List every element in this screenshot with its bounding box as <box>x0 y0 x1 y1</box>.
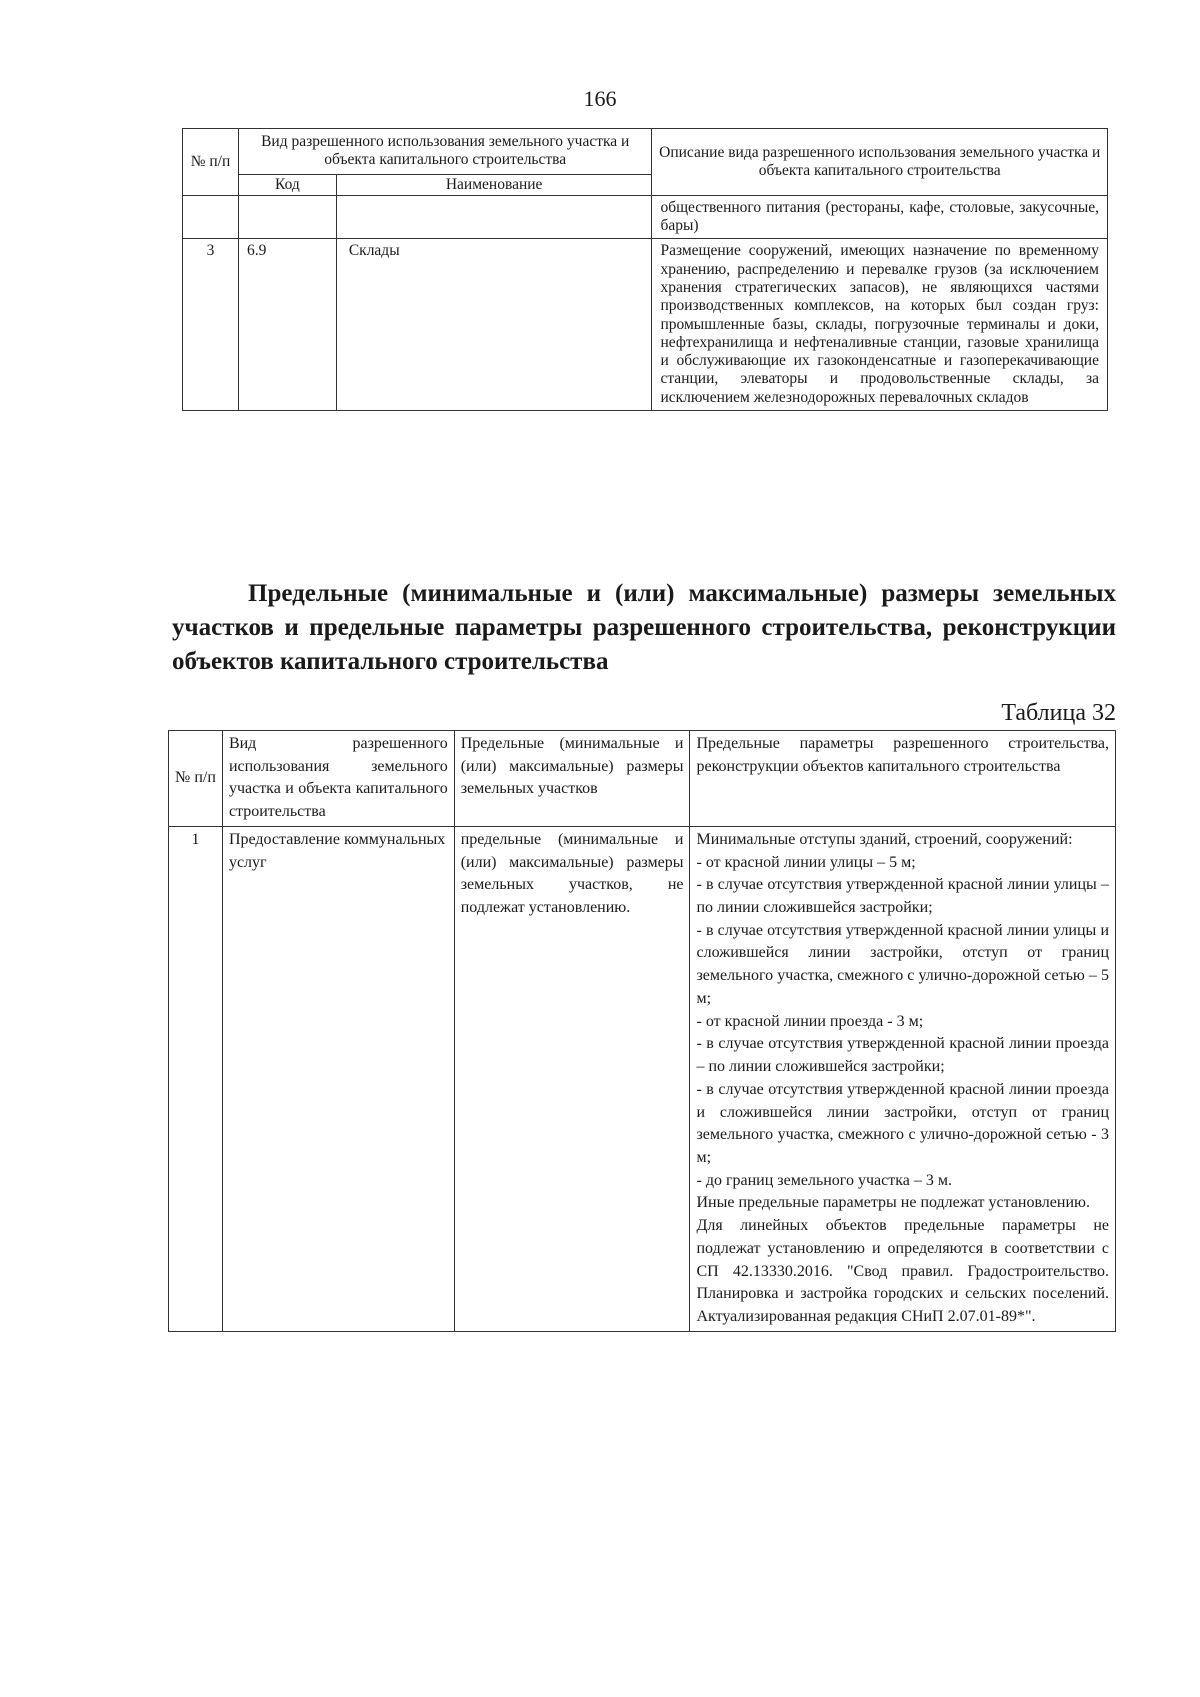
header-construction-params: Предельные параметры разрешенного строительства, реконструкции объектов капитального строительства <box>690 731 1116 827</box>
page-number: 166 <box>583 86 617 111</box>
param-line: - от красной линии улицы – 5 м; <box>696 853 916 871</box>
section-heading: Предельные (минимальные и (или) максимальные) размеры земельных участков и предельные параметры разрешенного строительства, реконструкции объектов капитального строительства <box>172 580 1116 675</box>
table-label: Таблица 32 <box>1001 700 1116 726</box>
cell-num: 1 <box>169 826 223 1331</box>
table-header-row <box>169 731 1116 827</box>
cell-name <box>336 195 652 239</box>
header-use-type: Вид разрешенного использования земельного участка и объекта капитального строительства <box>238 129 652 175</box>
header-plot-sizes: Предельные (минимальные и (или) максимальные) размеры земельных участков <box>454 731 690 827</box>
param-line: - в случае отсутствия утвержденной красной линии улицы и сложившейся линии застройки, отступ от границ земельного участка, смежного с улично-дорожной сетью – 5 м; <box>696 921 1109 1007</box>
cell-code <box>238 195 336 239</box>
cell-description: Размещение сооружений, имеющих назначение по временному хранению, распределению и перевалке грузов (за исключением хранения стратегических запасов), не являющихся частями производственных комплексов, на которых был создан груз: промышленные базы, склады, погрузочные терминалы и доки, нефтехранилища и нефтеналивные станции, газовые хранилища и обслуживающие их газоконденсатные и газоперекачивающие станции, элеваторы и продовольственные склады, за исключением железнодорожных перевалочных складов <box>652 239 1108 411</box>
header-num: № п/п <box>183 129 239 196</box>
table-row <box>183 195 1108 239</box>
cell-num <box>183 195 239 239</box>
cell-plot-sizes: предельные (минимальные и (или) максимальные) размеры земельных участков, не подлежат установлению. <box>454 826 690 1331</box>
cell-name: Склады <box>336 239 652 411</box>
limit-parameters-table <box>168 730 1116 1332</box>
param-line: Минимальные отступы зданий, строений, сооружений: <box>696 830 1073 848</box>
param-line: Для линейных объектов предельные параметры не подлежат установлению и определяются в соответствии с СП 42.13330.2016. "Свод правил. Градостроительство. Планировка и застройка городских и сельских поселений. Актуализированная редакция СНиП 2.07.01-89*". <box>696 1217 1109 1325</box>
cell-code: 6.9 <box>238 239 336 411</box>
table-row <box>183 239 1108 411</box>
header-use-type: Вид разрешенного использования земельного участка и объекта капитального строительства <box>222 731 454 827</box>
table-header-row <box>183 129 1108 175</box>
header-num: № п/п <box>169 731 223 827</box>
header-description: Описание вида разрешенного использования земельного участка и объекта капитального строительства <box>652 129 1108 196</box>
table-row <box>169 826 1116 1331</box>
param-line: Иные предельные параметры не подлежат установлению. <box>696 1194 1090 1212</box>
cell-num: 3 <box>183 239 239 411</box>
param-line: - в случае отсутствия утвержденной красной линии улицы – по линии сложившейся застройки; <box>696 876 1109 917</box>
land-use-types-table <box>182 128 1108 411</box>
param-line: - до границ земельного участка – 3 м. <box>696 1171 952 1189</box>
cell-description: общественного питания (рестораны, кафе, столовые, закусочные, бары) <box>652 195 1108 239</box>
cell-use-type: Предоставление коммунальных услуг <box>222 826 454 1331</box>
header-code: Код <box>238 174 336 195</box>
header-name: Наименование <box>336 174 652 195</box>
cell-construction-params <box>690 826 1116 1331</box>
param-line: - от красной линии проезда - 3 м; <box>696 1012 924 1030</box>
param-line: - в случае отсутствия утвержденной красной линии проезда и сложившейся линии застройки, отступ от границ земельного участка, смежного с улично-дорожной сетью - 3 м; <box>696 1080 1109 1166</box>
param-line: - в случае отсутствия утвержденной красной линии проезда – по линии сложившейся застройки; <box>696 1035 1109 1076</box>
